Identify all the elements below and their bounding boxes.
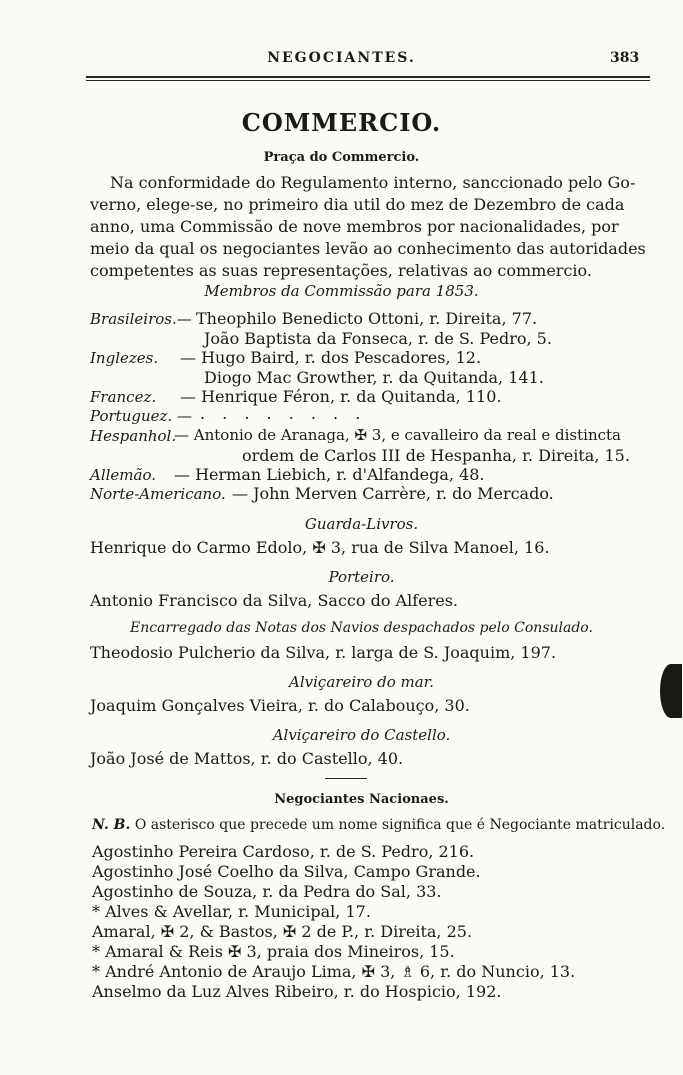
merchant-entry: * Amaral & Reis ✠ 3, praia dos Mineiros, 15. xyxy=(92,942,455,961)
merchant-entry: Agostinho José Coelho da Silva, Campo Grande. xyxy=(92,862,481,881)
office-entry: João José de Mattos, r. do Castello, 40. xyxy=(90,749,404,768)
header-rule xyxy=(86,76,650,78)
office-heading: Guarda-Livros. xyxy=(304,515,419,533)
nb-label: N. B. xyxy=(92,817,131,833)
member-label: Portuguez. — xyxy=(90,407,192,425)
member-entry: — Antonio de Aranaga, ✠ 3, e cavalleiro da real e distincta xyxy=(174,426,621,444)
merchant-entry: Agostinho de Souza, r. da Pedra do Sal, 33. xyxy=(92,882,442,901)
office-heading: Alviçareiro do Castello. xyxy=(272,726,451,744)
merchant-entry: * Alves & Avellar, r. Municipal, 17. xyxy=(92,902,371,921)
nota-bene xyxy=(92,817,665,833)
ink-blot xyxy=(660,664,682,718)
intro-line: verno, elege-se, no primeiro dia util do mez de Dezembro de cada xyxy=(90,195,625,214)
section-divider xyxy=(325,778,367,779)
office-heading: Alviçareiro do mar. xyxy=(289,673,434,691)
office-entry: Henrique do Carmo Edolo, ✠ 3, rua de Silva Manoel, 16. xyxy=(90,538,550,557)
running-header: NEGOCIANTES. xyxy=(267,50,416,66)
member-label: Brasileiros.— xyxy=(90,310,192,328)
office-heading: Porteiro. xyxy=(328,568,395,586)
intro-line: meio da qual os negociantes levão ao conhecimento das autoridades xyxy=(90,239,646,258)
nacionais-heading: Negociantes Nacionaes. xyxy=(274,792,449,807)
member-entry: ordem de Carlos III de Hespanha, r. Direita, 15. xyxy=(242,446,630,465)
subtitle: Praça do Commercio. xyxy=(263,150,420,165)
merchant-entry: * André Antonio de Araujo Lima, ✠ 3, ♗ 6, r. do Nuncio, 13. xyxy=(92,962,576,981)
header-rule-thin xyxy=(86,80,650,81)
member-label: Inglezes. xyxy=(90,349,159,367)
office-entry: Joaquim Gonçalves Vieira, r. do Calabouço, 30. xyxy=(90,696,470,715)
member-entry: — John Merven Carrère, r. do Mercado. xyxy=(232,484,554,503)
page-number: 383 xyxy=(610,50,640,66)
office-entry: Theodosio Pulcherio da Silva, r. larga de S. Joaquim, 197. xyxy=(90,643,557,662)
merchant-entry: Agostinho Pereira Cardoso, r. de S. Pedro, 216. xyxy=(92,842,475,861)
intro-paragraph xyxy=(90,172,650,282)
member-entry: . . . . . . . . xyxy=(200,404,367,423)
member-entry: — Henrique Féron, r. da Quitanda, 110. xyxy=(180,387,502,406)
commission-heading: Membros da Commissão para 1853. xyxy=(204,282,479,300)
office-entry: Antonio Francisco da Silva, Sacco do Alferes. xyxy=(90,591,459,610)
intro-line: competentes as suas representações, relativas ao commercio. xyxy=(90,261,592,280)
merchant-entry: Anselmo da Luz Alves Ribeiro, r. do Hospicio, 192. xyxy=(92,982,502,1001)
member-entry: Theophilo Benedicto Ottoni, r. Direita, 77. xyxy=(196,309,538,328)
member-label: Francez. xyxy=(90,388,157,406)
member-entry: — Hugo Baird, r. dos Pescadores, 12. xyxy=(180,348,482,367)
member-entry: João Baptista da Fonseca, r. de S. Pedro, 5. xyxy=(204,329,552,348)
intro-line: anno, uma Commissão de nove membros por nacionalidades, por xyxy=(90,217,619,236)
office-heading: Encarregado das Notas dos Navios despachados pelo Consulado. xyxy=(130,620,593,636)
member-entry: Diogo Mac Growther, r. da Quitanda, 141. xyxy=(204,368,544,387)
section-title: COMMERCIO. xyxy=(241,108,442,137)
intro-line: Na conformidade do Regulamento interno, sanccionado pelo Go- xyxy=(110,173,636,192)
nb-text: O asterisco que precede um nome significa que é Negociante matriculado. xyxy=(134,817,666,833)
merchant-entry: Amaral, ✠ 2, & Bastos, ✠ 2 de P., r. Direita, 25. xyxy=(92,922,473,941)
member-entry: — Herman Liebich, r. d'Alfandega, 48. xyxy=(174,465,485,484)
member-label: Allemão. xyxy=(90,466,157,484)
member-label: Hespanhol. xyxy=(90,427,177,445)
member-label: Norte-Americano. xyxy=(90,485,226,503)
